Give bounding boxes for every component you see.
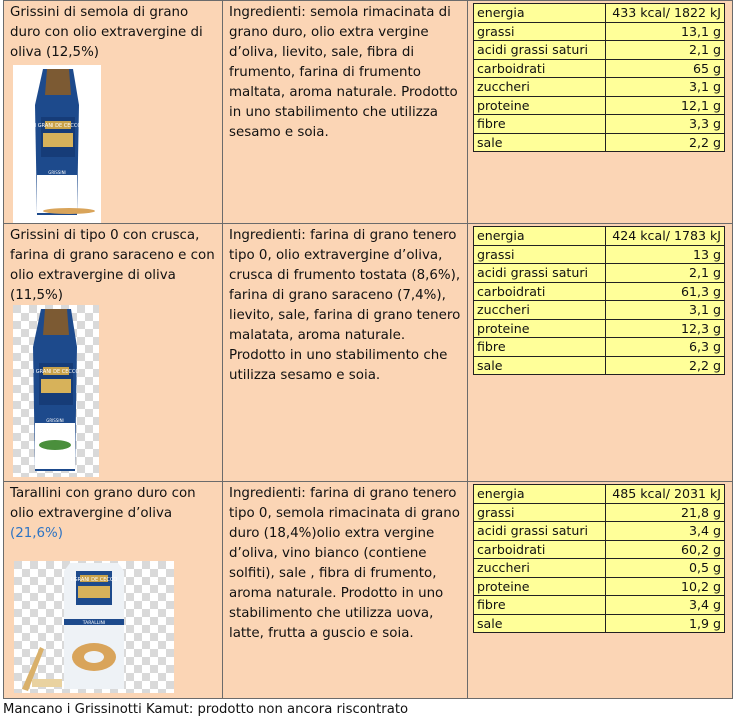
- nutrient-label: grassi: [474, 245, 606, 264]
- nutrition-table: [473, 226, 725, 375]
- nutrient-value: 10,2 g: [606, 577, 725, 596]
- nutrition-row: [474, 78, 725, 97]
- nutrient-value: 65 g: [606, 59, 725, 78]
- package-brand: I GRANI DE CECCO: [34, 122, 81, 129]
- nutrition-row: [474, 245, 725, 264]
- nutrition-row: [474, 96, 725, 115]
- nutrition-row: [474, 503, 725, 522]
- nutrition-row-energy: [474, 227, 725, 246]
- package-label: TARALLINI: [82, 620, 105, 626]
- nutrient-value: 3,4 g: [606, 522, 725, 541]
- nutrition-row: [474, 264, 725, 283]
- nutrition-cell: [468, 1, 733, 224]
- nutrient-value: 6,3 g: [606, 338, 725, 357]
- product-name-cell: [4, 1, 223, 224]
- nutrient-label: carboidrati: [474, 540, 606, 559]
- nutrient-label: energia: [474, 227, 606, 246]
- nutrition-cell: [468, 482, 733, 699]
- ingredients-text: Ingredienti: farina di grano tenero tipo 0, semola rimacinata di grano duro (18,4%)olio extra vergine d’oliva, vino bianco (contiene solfiti), sale , fibra di frumento, aroma naturale. Prodotto in uno stabilimento che utilizza uova, latte, frutta a guscio e soia.: [229, 486, 460, 641]
- nutrient-value: 485 kcal/ 2031 kJ: [606, 485, 725, 504]
- product-row: [4, 224, 733, 482]
- nutrient-value: 1,9 g: [606, 614, 725, 633]
- tarallini-package-image: [14, 561, 174, 693]
- nutrition-row: [474, 301, 725, 320]
- nutrient-value: 12,1 g: [606, 96, 725, 115]
- nutrient-label: carboidrati: [474, 59, 606, 78]
- nutrient-label: fibre: [474, 115, 606, 134]
- nutrient-label: grassi: [474, 503, 606, 522]
- nutrient-value: 424 kcal/ 1783 kJ: [606, 227, 725, 246]
- nutrient-label: proteine: [474, 319, 606, 338]
- nutrient-label: fibre: [474, 338, 606, 357]
- nutrition-table: [473, 484, 725, 633]
- product-percent: (12,5%): [46, 45, 100, 60]
- package-label: GRISSINI: [45, 417, 64, 423]
- nutrition-row: [474, 115, 725, 134]
- ingredients-text: Ingredienti: semola rimacinata di grano duro, olio extra vergine d’oliva, lievito, sale, fibra di frumento, farina di frumento maltata, aroma naturale. Prodotto in uno stabilimento che utilizza sesamo e soia.: [229, 5, 458, 140]
- nutrition-row: [474, 577, 725, 596]
- nutrient-label: proteine: [474, 96, 606, 115]
- nutrient-value: 3,1 g: [606, 301, 725, 320]
- nutrition-row: [474, 41, 725, 60]
- nutrition-row: [474, 522, 725, 541]
- nutrition-row: [474, 338, 725, 357]
- footer-note: Mancano i Grissinotti Kamut: prodotto non ancora riscontrato: [3, 702, 409, 717]
- product-row: [4, 1, 733, 224]
- nutrition-row: [474, 282, 725, 301]
- package-brand: I GRANI DE CECCO: [32, 368, 79, 375]
- nutrient-label: sale: [474, 614, 606, 633]
- product-name: Grissini di tipo 0 con crusca, farina di grano saraceno e con olio extravergine di oliva: [10, 228, 215, 283]
- nutrition-row: [474, 614, 725, 633]
- package-brand: I GRANI DE CECCO: [70, 576, 117, 583]
- ingredients-text: Ingredienti: farina di grano tenero tipo 0, olio extravergine d’oliva, crusca di frumento tostata (8,6%), farina di grano saraceno (7,4%), lievito, sale, farina di grano tenero malatata, aroma naturale. Prodotto in uno stabilimento che utilizza sesamo e soia.: [229, 228, 461, 383]
- nutrient-label: zuccheri: [474, 301, 606, 320]
- nutrition-table: [473, 3, 725, 152]
- nutrient-label: zuccheri: [474, 78, 606, 97]
- nutrient-label: zuccheri: [474, 559, 606, 578]
- nutrient-label: acidi grassi saturi: [474, 41, 606, 60]
- products-table: [3, 0, 733, 699]
- nutrient-value: 12,3 g: [606, 319, 725, 338]
- nutrient-value: 0,5 g: [606, 559, 725, 578]
- nutrient-value: 60,2 g: [606, 540, 725, 559]
- nutrient-value: 3,1 g: [606, 78, 725, 97]
- nutrient-value: 2,2 g: [606, 356, 725, 375]
- product-name: Grissini di semola di grano duro con olio extravergine di oliva: [10, 5, 203, 60]
- product-percent: (11,5%): [10, 288, 63, 303]
- product-name: Tarallini con grano duro con olio extravergine d’oliva: [10, 486, 196, 521]
- nutrient-value: 21,8 g: [606, 503, 725, 522]
- nutrient-value: 2,1 g: [606, 41, 725, 60]
- nutrition-cell: [468, 224, 733, 482]
- nutrition-row-energy: [474, 485, 725, 504]
- nutrition-row: [474, 22, 725, 41]
- product-percent: (21,6%): [10, 526, 63, 541]
- nutrient-label: grassi: [474, 22, 606, 41]
- package-label: GRISSINI: [47, 169, 66, 175]
- nutrient-label: acidi grassi saturi: [474, 264, 606, 283]
- nutrition-row: [474, 59, 725, 78]
- ingredients-cell: [223, 1, 468, 224]
- nutrition-row: [474, 540, 725, 559]
- product-row: [4, 482, 733, 699]
- grissini-crusca-package-image: [13, 305, 99, 477]
- nutrient-value: 3,4 g: [606, 596, 725, 615]
- nutrition-row: [474, 133, 725, 152]
- nutrient-label: fibre: [474, 596, 606, 615]
- nutrient-label: energia: [474, 4, 606, 23]
- nutrient-label: carboidrati: [474, 282, 606, 301]
- nutrition-row-energy: [474, 4, 725, 23]
- nutrient-label: sale: [474, 133, 606, 152]
- ingredients-cell: [223, 224, 468, 482]
- nutrition-row: [474, 319, 725, 338]
- product-name-cell: [4, 224, 223, 482]
- nutrient-value: 2,2 g: [606, 133, 725, 152]
- nutrition-row: [474, 559, 725, 578]
- nutrient-value: 2,1 g: [606, 264, 725, 283]
- product-name-cell: [4, 482, 223, 699]
- nutrient-label: energia: [474, 485, 606, 504]
- ingredients-cell: [223, 482, 468, 699]
- nutrient-value: 433 kcal/ 1822 kJ: [606, 4, 725, 23]
- nutrition-row: [474, 596, 725, 615]
- grissini-package-image: [13, 65, 101, 223]
- nutrient-label: proteine: [474, 577, 606, 596]
- nutrition-row: [474, 356, 725, 375]
- nutrient-label: sale: [474, 356, 606, 375]
- nutrient-value: 13 g: [606, 245, 725, 264]
- nutrient-value: 3,3 g: [606, 115, 725, 134]
- nutrient-label: acidi grassi saturi: [474, 522, 606, 541]
- nutrient-value: 61,3 g: [606, 282, 725, 301]
- nutrient-value: 13,1 g: [606, 22, 725, 41]
